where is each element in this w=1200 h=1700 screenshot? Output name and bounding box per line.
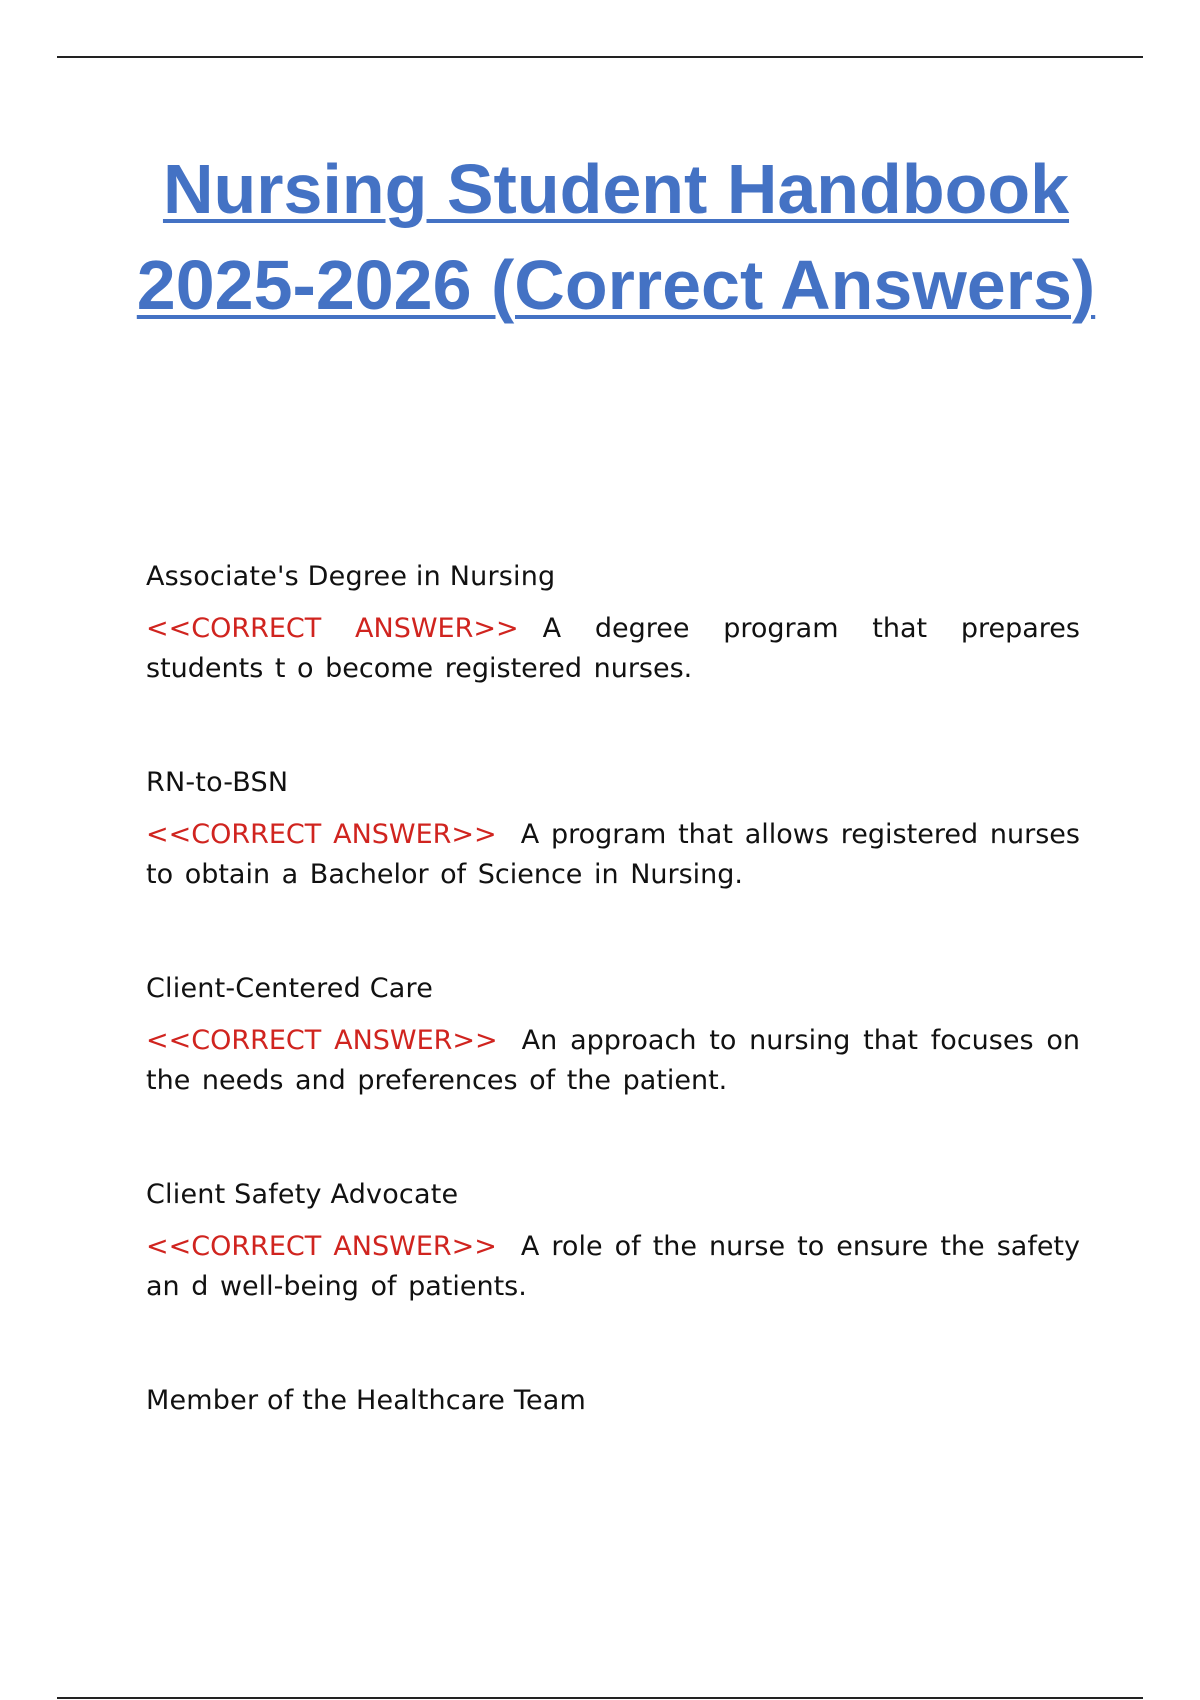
qa-entry xyxy=(146,1381,1080,1421)
answer-definition: A degree program that prepares students t o become registered nurses. xyxy=(146,613,1080,684)
qa-entry xyxy=(146,557,1080,689)
question-term: RN-to-BSN xyxy=(146,767,289,798)
document-title: Nursing Student Handbook 2025-2026 (Correct Answers) xyxy=(136,150,1096,324)
correct-answer-marker: <<CORRECT ANSWER>> xyxy=(146,613,519,644)
answer-text xyxy=(146,1021,1080,1101)
qa-entry xyxy=(146,763,1080,895)
correct-answer-marker: <<CORRECT ANSWER>> xyxy=(146,819,497,850)
answer-text xyxy=(146,815,1080,895)
question-term: Member of the Healthcare Team xyxy=(146,1385,587,1416)
answer-definition: A role of the nurse to ensure the safety an d well-being of patients. xyxy=(146,1231,1080,1302)
top-divider xyxy=(57,56,1143,58)
correct-answer-marker: <<CORRECT ANSWER>> xyxy=(146,1231,497,1262)
qa-entry xyxy=(146,969,1080,1101)
answer-definition: A program that allows registered nurses to obtain a Bachelor of Science in Nursing. xyxy=(146,819,1080,890)
question-term: Client-Centered Care xyxy=(146,973,434,1004)
question-term: Client Safety Advocate xyxy=(146,1179,459,1210)
answer-text xyxy=(146,1227,1080,1307)
qa-entry xyxy=(146,1175,1080,1307)
bottom-divider xyxy=(57,1697,1143,1699)
question-term: Associate's Degree in Nursing xyxy=(146,561,556,592)
answer-text xyxy=(146,609,1080,689)
answer-definition: An approach to nursing that focuses on the needs and preferences of the patient. xyxy=(146,1025,1080,1096)
correct-answer-marker: <<CORRECT ANSWER>> xyxy=(146,1025,498,1056)
